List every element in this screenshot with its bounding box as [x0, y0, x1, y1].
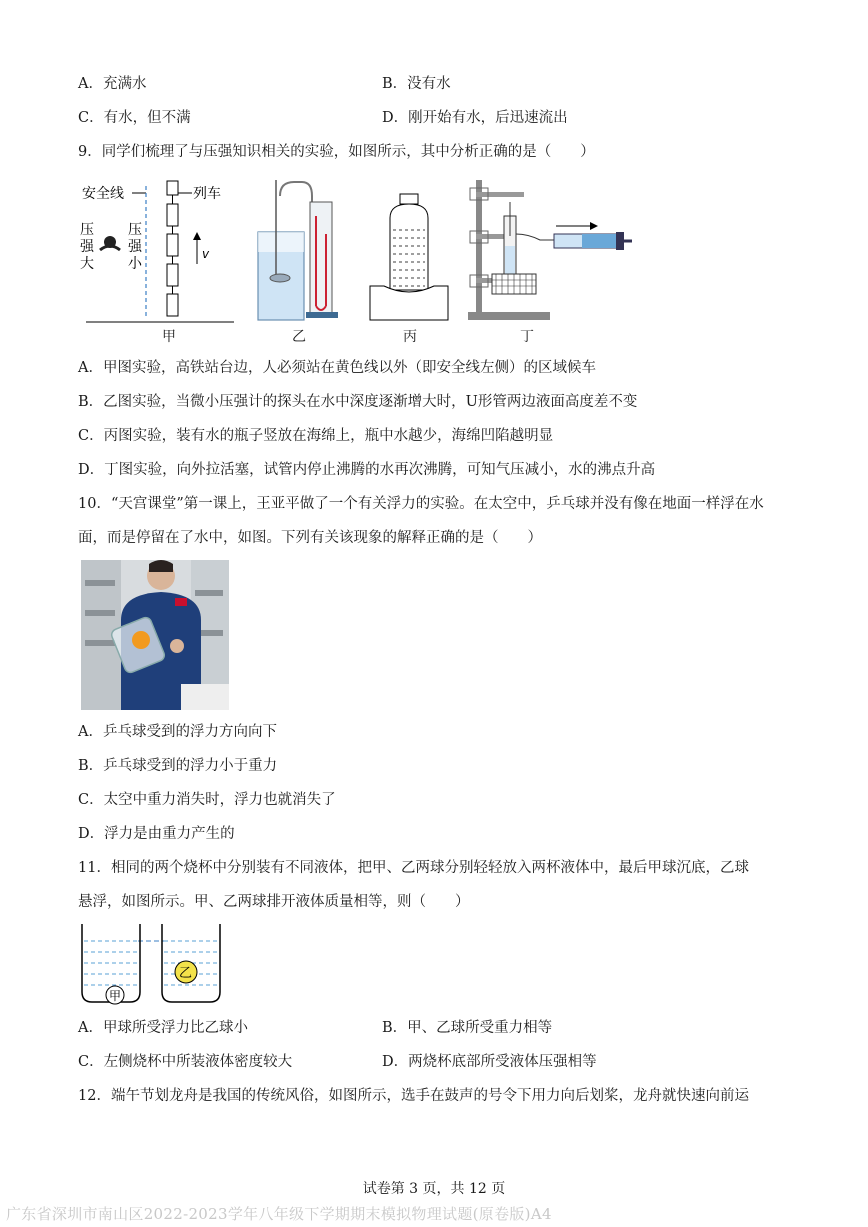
q11-option-b: B．甲、乙球所受重力相等 [382, 1020, 553, 1036]
svg-text:强: 强 [128, 239, 142, 255]
q10-option-c: C．太空中重力消失时，浮力也就消失了 [78, 792, 336, 808]
q8-option-d: D．刚开始有水，后迅速流出 [382, 110, 568, 126]
q11-stem-line1: 11．相同的两个烧杯中分别装有不同液体，把甲、乙两球分别轻轻放入两杯液体中，最后甲球沉底，乙球 [78, 860, 749, 876]
svg-text:大: 大 [80, 256, 94, 272]
watermark-text: 广东省深圳市南山区2022-2023学年八年级下学期期末模拟物理试题(原卷版)A4 [6, 1205, 552, 1223]
fig-label-yi: 乙 [292, 329, 306, 345]
q10-option-d: D．浮力是由重力产生的 [78, 826, 235, 842]
q10-option-a: A．乒乓球受到的浮力方向向下 [78, 724, 277, 740]
train-label: 列车 [193, 186, 221, 202]
q10-stem-line1: 10．“天宫课堂”第一课上，王亚平做了一个有关浮力的实验。在太空中，乒乓球并没有像在地面一样浮在水 [78, 496, 764, 512]
q12-stem-line1: 12．端午节划龙舟是我国的传统风俗，如图所示，选手在鼓声的号令下用力向后划桨，龙舟就快速向前运 [78, 1088, 749, 1104]
page-footer: 试卷第 3 页，共 12 页 [362, 1181, 506, 1197]
q9-option-a: A．甲图实验，高铁站台边，人必须站在黄色线以外（即安全线左侧）的区域候车 [78, 360, 596, 376]
fig-label-ding: 丁 [520, 329, 534, 345]
q9-figure-yi [250, 176, 350, 326]
q10-option-b: B．乒乓球受到的浮力小于重力 [78, 758, 278, 774]
safety-line-label: 安全线 [82, 186, 124, 202]
fig-label-bing: 丙 [403, 329, 417, 345]
q9-option-b: B．乙图实验，当微小压强计的探头在水中深度逐渐增大时，U形管两边液面高度差不变 [78, 394, 638, 410]
ball-yi-label: 乙 [179, 966, 193, 981]
q9-figure-jia [80, 176, 240, 346]
q11-option-d: D．两烧杯底部所受液体压强相等 [382, 1054, 597, 1070]
svg-text:压: 压 [80, 222, 94, 238]
q11-option-c: C．左侧烧杯中所装液体密度较大 [78, 1054, 293, 1070]
q9-option-d: D．丁图实验，向外拉活塞，试管内停止沸腾的水再次沸腾，可知气压减小，水的沸点升高 [78, 462, 656, 478]
q11-stem-line2: 悬浮，如图所示。甲、乙两球排开液体质量相等，则（ ） [78, 894, 470, 910]
fig-label-jia: 甲 [162, 329, 176, 345]
velocity-label: v [202, 247, 210, 261]
ball-jia-label: 甲 [109, 989, 122, 1003]
q10-stem-line2: 面，而是停留在了水中，如图。下列有关该现象的解释正确的是（ ） [78, 530, 542, 546]
q11-figure-beakers [80, 922, 225, 1008]
q10-photo [81, 560, 229, 710]
q9-figure-ding [466, 176, 636, 326]
q9-option-c: C．丙图实验，装有水的瓶子竖放在海绵上，瓶中水越少，海绵凹陷越明显 [78, 428, 554, 444]
svg-text:压: 压 [128, 222, 142, 238]
svg-text:强: 强 [80, 239, 94, 255]
svg-text:小: 小 [128, 256, 142, 272]
q8-option-a: A．充满水 [78, 76, 147, 92]
q9-stem: 9．同学们梳理了与压强知识相关的实验，如图所示，其中分析正确的是（ ） [78, 144, 595, 160]
q8-option-b: B．没有水 [382, 76, 451, 92]
q9-figure-bing [368, 190, 450, 325]
q11-option-a: A．甲球所受浮力比乙球小 [78, 1020, 248, 1036]
q8-option-c: C．有水，但不满 [78, 110, 191, 126]
